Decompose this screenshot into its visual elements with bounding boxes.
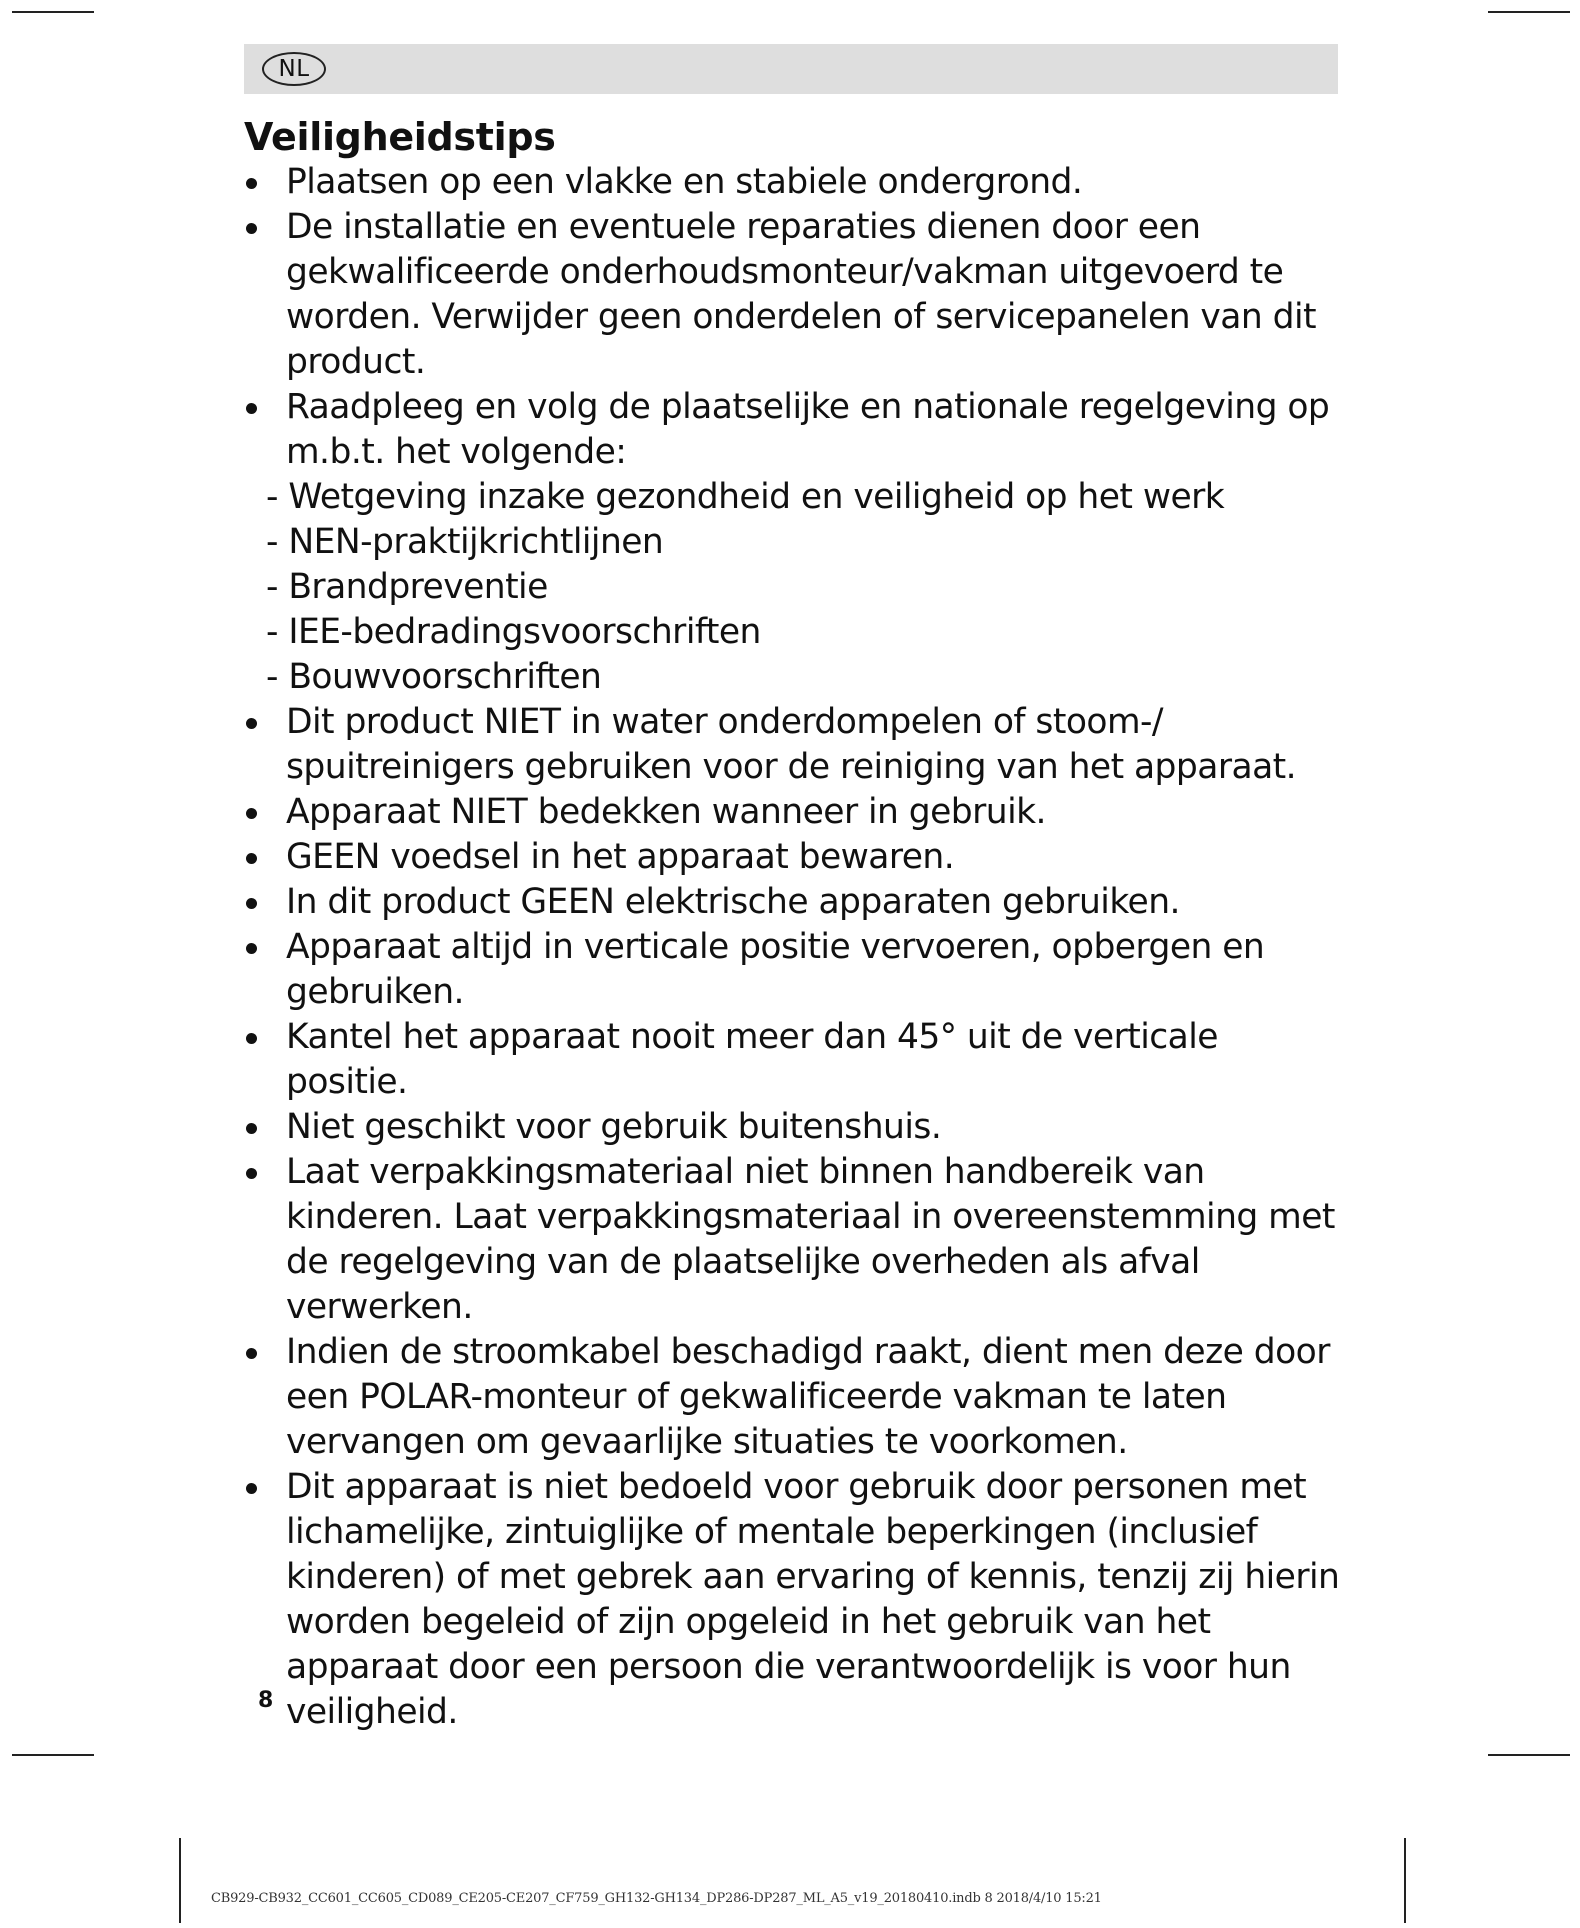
bullet-item: Kantel het apparaat nooit meer dan 45° uit de verticale positie. (244, 1015, 1344, 1105)
sub-item: - Bouwvoorschriften (266, 657, 602, 697)
bullet-item: Indien de stroomkabel beschadigd raakt, dient men deze door een POLAR-monteur of gekwalificeerde vakman te laten vervangen om gevaarlijke situaties te voorkomen. (244, 1330, 1344, 1465)
crop-mark-footer-left (179, 1838, 181, 1923)
bullet-item: Raadpleeg en volg de plaatselijke en nationale regelgeving op m.b.t. het volgende: (244, 385, 1344, 475)
bullet-item: Niet geschikt voor gebruik buitenshuis. (244, 1105, 1344, 1150)
crop-mark-top-left (12, 11, 94, 13)
sub-item: - NEN-praktijkrichtlijnen (266, 522, 664, 562)
safety-tips-list (244, 160, 1344, 1735)
language-badge: NL (262, 52, 326, 86)
bullet-item: Apparaat altijd in verticale positie vervoeren, opbergen en gebruiken. (244, 925, 1344, 1015)
section-title: Veiligheidstips (244, 115, 556, 159)
bullet-item: Laat verpakkingsmateriaal niet binnen handbereik van kinderen. Laat verpakkingsmateriaal in overeenstemming met de regelgeving van de plaatselijke overheden als afval verwerken. (244, 1150, 1344, 1330)
header-bar (244, 44, 1338, 94)
crop-mark-footer-right (1404, 1838, 1406, 1923)
print-file-info: CB929-CB932_CC601_CC605_CD089_CE205-CE207_CF759_GH132-GH134_DP286-DP287_ML_A5_v19_20180410.indb 8 2018/4/10 15:21 (211, 1891, 1102, 1906)
sub-item: - Wetgeving inzake gezondheid en veiligheid op het werk (266, 477, 1225, 517)
page-number: 8 (258, 1688, 274, 1713)
bullet-item: Dit product NIET in water onderdompelen of stoom-/ spuitreinigers gebruiken voor de reiniging van het apparaat. (244, 700, 1344, 790)
safety-tips-section (244, 114, 1344, 1735)
bullet-item: Plaatsen op een vlakke en stabiele ondergrond. (244, 160, 1344, 205)
bullet-item: De installatie en eventuele reparaties dienen door een gekwalificeerde onderhoudsmonteur/vakman uitgevoerd te worden. Verwijder geen onderdelen of servicepanelen van dit product. (244, 205, 1344, 385)
sub-item: - IEE-bedradingsvoorschriften (266, 612, 761, 652)
bullet-item: Dit apparaat is niet bedoeld voor gebruik door personen met lichamelijke, zintuiglijke of mentale beperkingen (inclusief kinderen) of met gebrek aan ervaring of kennis, tenzij zij hierin worden begeleid of zijn opgeleid in het gebruik van het apparaat door een persoon die verantwoordelijk is voor hun veiligheid. (244, 1465, 1344, 1735)
crop-mark-bottom-right (1488, 1754, 1570, 1756)
bullet-item: GEEN voedsel in het apparaat bewaren. (244, 835, 1344, 880)
crop-mark-bottom-left (12, 1754, 94, 1756)
crop-mark-top-right (1488, 11, 1570, 13)
bullet-item: Apparaat NIET bedekken wanneer in gebruik. (244, 790, 1344, 835)
sub-item: - Brandpreventie (266, 567, 548, 607)
bullet-item: In dit product GEEN elektrische apparaten gebruiken. (244, 880, 1344, 925)
